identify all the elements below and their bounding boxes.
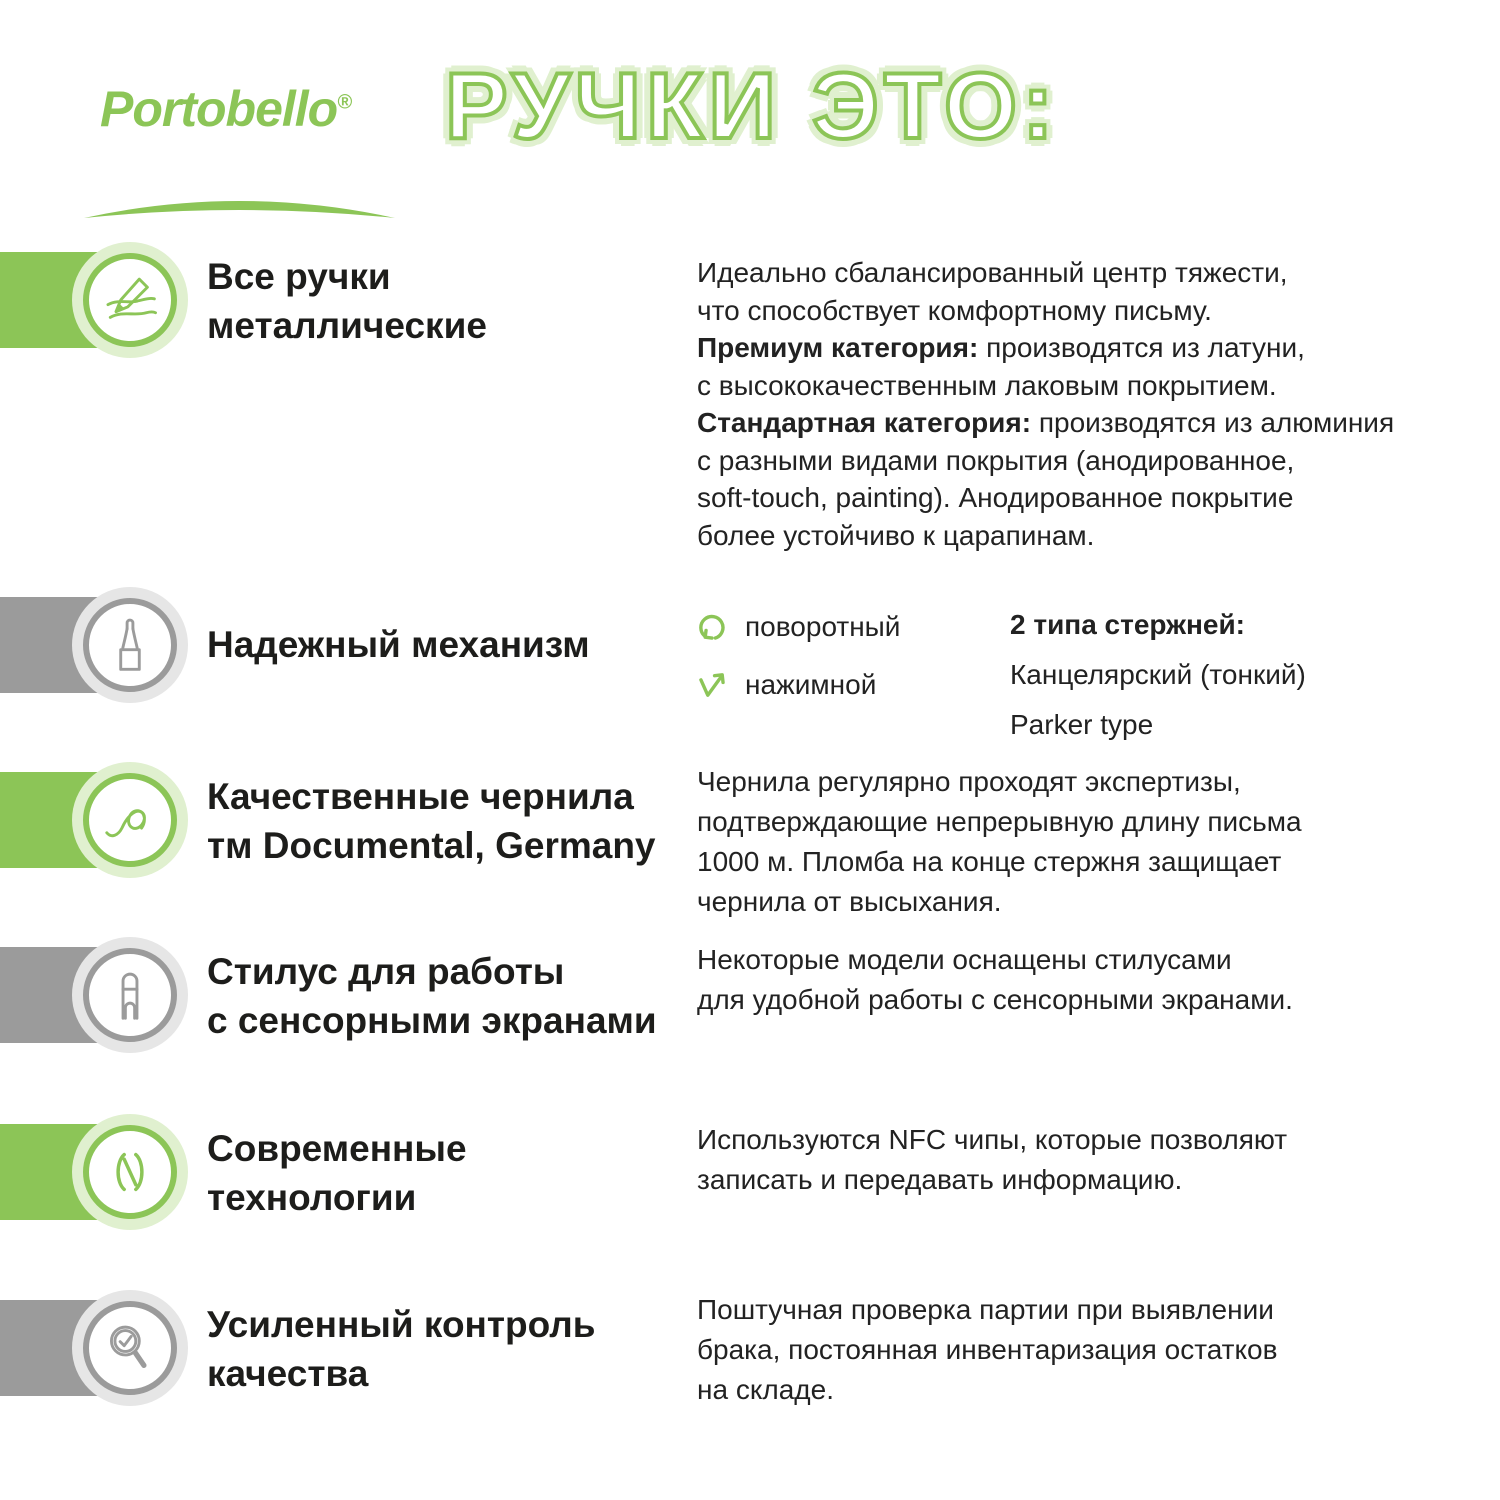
desc-line: на складе.	[697, 1374, 834, 1405]
registered-mark: ®	[337, 91, 351, 114]
desc-line: брака, постоянная инвентаризация остатков	[697, 1334, 1278, 1365]
mechanism-label: поворотный	[745, 611, 901, 642]
desc-line: 1000 м. Пломба на конце стержня защищает	[697, 846, 1282, 877]
feature-title: Надежный механизм	[207, 624, 590, 665]
icon-halo	[72, 1114, 188, 1230]
feature-description	[697, 1290, 1278, 1410]
portobello-logo	[100, 80, 351, 138]
desc-line: для удобной работы с сенсорными экранами.	[697, 984, 1293, 1015]
mechanism-item	[695, 666, 900, 704]
desc-line: Некоторые модели оснащены стилусами	[697, 944, 1232, 975]
mechanism-item	[695, 608, 900, 646]
writing-pen-icon	[83, 253, 177, 347]
icon-halo	[72, 937, 188, 1053]
desc-line: записать и передавать информацию.	[697, 1164, 1183, 1195]
page-title: РУЧКИ ЭТО:	[445, 53, 1059, 158]
feature-title: Качественные чернила тм Documental, Germany	[207, 776, 656, 866]
feature-description	[697, 762, 1302, 922]
desc-line: Используются NFC чипы, которые позволяют	[697, 1124, 1288, 1155]
icon-halo	[72, 1290, 188, 1406]
rotate-arrow-icon	[695, 610, 729, 644]
refill-heading: 2 типа стержней:	[1010, 609, 1246, 640]
desc-line: с высококачественным лаковым покрытием.	[697, 369, 1277, 401]
magnifier-check-icon	[83, 1301, 177, 1395]
ink-scribble-icon	[83, 773, 177, 867]
desc-line: подтверждающие непрерывную длину письма	[697, 806, 1302, 837]
feature-description	[697, 940, 1293, 1020]
desc-line: Чернила регулярно проходят экспертизы,	[697, 766, 1241, 797]
icon-halo	[72, 762, 188, 878]
desc-line: с разными видами покрытия (анодированное,	[697, 444, 1295, 476]
refill-types	[1010, 600, 1306, 750]
refill-item: Канцелярский (тонкий)	[1010, 659, 1306, 690]
desc-line: soft-touch, painting). Анодированное покрытие	[697, 482, 1294, 513]
desc-line: Идеально сбалансированный центр тяжести,	[697, 257, 1288, 288]
feature-title: Все ручки металлические	[207, 256, 487, 346]
feature-title: Современные технологии	[207, 1128, 467, 1218]
pen-nib-icon	[83, 598, 177, 692]
logo-text: Portobello	[100, 81, 338, 137]
desc-line: что способствует комфортному письму.	[697, 294, 1212, 326]
logo-swoosh-icon	[82, 190, 397, 222]
desc-line: более устойчиво к царапинам.	[697, 519, 1095, 551]
feature-description	[697, 254, 1394, 554]
feature-title: Усиленный контроль качества	[207, 1304, 596, 1394]
nfc-icon	[83, 1125, 177, 1219]
refill-item: Parker type	[1010, 709, 1154, 740]
desc-line: Премиум категория: производятся из латуни,	[697, 332, 1305, 363]
push-arrow-icon	[695, 668, 729, 702]
mechanism-label: нажимной	[745, 669, 877, 700]
mechanism-list	[695, 608, 900, 724]
icon-halo	[72, 587, 188, 703]
icon-halo	[72, 242, 188, 358]
desc-line: чернила от высыхания.	[697, 886, 1002, 917]
feature-title: Стилус для работы с сенсорными экранами	[207, 951, 657, 1041]
feature-description	[697, 1120, 1287, 1200]
desc-line: Стандартная категория: производятся из алюминия	[697, 407, 1395, 438]
stylus-icon	[83, 948, 177, 1042]
desc-line: Поштучная проверка партии при выявлении	[697, 1294, 1274, 1325]
